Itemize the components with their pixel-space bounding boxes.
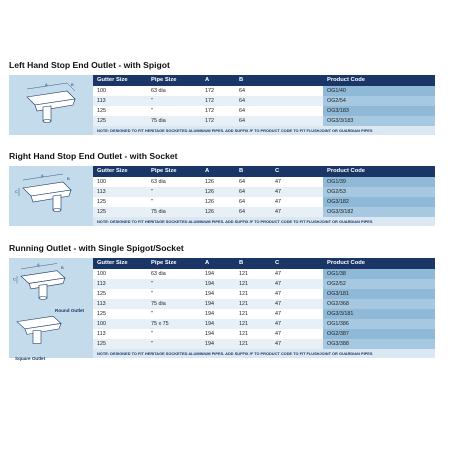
- product-block: [9, 166, 435, 226]
- right-hand-outlet-drawing: [9, 166, 93, 226]
- svg-text:C: C: [13, 277, 16, 282]
- cell-b: 121: [239, 311, 248, 317]
- cell-c: 47: [275, 311, 281, 317]
- cell-a: 194: [205, 301, 214, 307]
- cell-c: 47: [275, 199, 281, 205]
- col-product-code: Product Code: [327, 168, 366, 174]
- cell-b: 121: [239, 341, 248, 347]
- cell-gutter-size: 100: [97, 271, 106, 277]
- table-row: [93, 289, 435, 299]
- col-product-code: Product Code: [327, 77, 366, 83]
- cell-product-code: OG1/39: [323, 177, 435, 187]
- cell-b: 121: [239, 301, 248, 307]
- table-row: [93, 319, 435, 329]
- svg-text:B: B: [71, 82, 74, 87]
- cell-product-code: OG3/3/182: [323, 207, 435, 217]
- cell-pipe-size: ": [151, 108, 153, 114]
- cell-pipe-size: 63 dia: [151, 271, 166, 277]
- cell-a: 172: [205, 98, 214, 104]
- table-row: [93, 269, 435, 279]
- table-header: [93, 166, 435, 177]
- section-title: Running Outlet - with Single Spigot/Socket: [9, 243, 184, 253]
- cell-pipe-size: ": [151, 281, 153, 287]
- product-table: [93, 166, 435, 226]
- cell-b: 64: [239, 88, 245, 94]
- cell-gutter-size: 100: [97, 321, 106, 327]
- cell-c: 47: [275, 271, 281, 277]
- col-c: [271, 75, 323, 86]
- cell-gutter-size: 113: [97, 301, 106, 307]
- cell-pipe-size: ": [151, 331, 153, 337]
- cell-pipe-size: ": [151, 189, 153, 195]
- cell-product-code: OG3/388: [323, 339, 435, 349]
- section-title: Left Hand Stop End Outlet - with Spigot: [9, 60, 170, 70]
- cell-b: 121: [239, 321, 248, 327]
- cell-gutter-size: 125: [97, 118, 106, 124]
- col-a: A: [205, 77, 210, 83]
- product-table: [93, 75, 435, 135]
- square-outlet-label: Square Outlet: [15, 356, 46, 361]
- table-row: [93, 279, 435, 289]
- cell-product-code: OG2/54: [323, 96, 435, 106]
- cell-c: [271, 86, 323, 96]
- cell-product-code: OG3/181: [323, 289, 435, 299]
- table-row: [93, 187, 435, 197]
- outlet-diagram: [9, 166, 93, 226]
- table-row: [93, 96, 435, 106]
- cell-a: 126: [205, 189, 214, 195]
- outlet-diagram: [9, 258, 93, 361]
- col-gutter-size: Gutter Size: [97, 260, 128, 266]
- col-pipe-size: Pipe Size: [151, 168, 177, 174]
- table-row: [93, 339, 435, 349]
- svg-text:B: B: [67, 176, 70, 181]
- cell-gutter-size: 125: [97, 311, 106, 317]
- table-header: [93, 75, 435, 86]
- cell-b: 64: [239, 199, 245, 205]
- cell-gutter-size: 113: [97, 281, 106, 287]
- table-row: [93, 177, 435, 187]
- cell-c: [271, 106, 323, 116]
- col-c: C: [275, 260, 280, 266]
- outlet-diagram: [9, 75, 93, 135]
- cell-c: 47: [275, 209, 281, 215]
- svg-text:A: A: [45, 82, 48, 87]
- cell-a: 194: [205, 341, 214, 347]
- col-b: B: [239, 260, 244, 266]
- cell-product-code: OG2/52: [323, 279, 435, 289]
- table-body: [93, 269, 435, 349]
- cell-a: 194: [205, 321, 214, 327]
- cell-gutter-size: 125: [97, 341, 106, 347]
- cell-c: 47: [275, 331, 281, 337]
- table-note: NOTE: DESIGNED TO FIT HERITAGE SOCKETED ALUMINIUM PIPES. ADD SUFFIX /F TO PRODUCT CODE TO FIT FLUSHJOINT OR GUARDIAN PIPES: [93, 217, 435, 226]
- cell-b: 64: [239, 189, 245, 195]
- cell-product-code: OG2/368: [323, 299, 435, 309]
- col-pipe-size: Pipe Size: [151, 260, 177, 266]
- round-outlet-label: Round Outlet: [55, 308, 85, 313]
- table-row: [93, 299, 435, 309]
- svg-text:C: C: [15, 189, 18, 194]
- cell-c: 47: [275, 291, 281, 297]
- cell-a: 126: [205, 209, 214, 215]
- cell-pipe-size: ": [151, 291, 153, 297]
- section-title: Right Hand Stop End Outlet - with Socket: [9, 151, 178, 161]
- col-product-code: Product Code: [327, 260, 366, 266]
- cell-b: 121: [239, 271, 248, 277]
- cell-pipe-size: 63 dia: [151, 88, 166, 94]
- cell-a: 194: [205, 331, 214, 337]
- table-row: [93, 197, 435, 207]
- col-b: B: [239, 77, 244, 83]
- svg-text:B: B: [61, 266, 64, 270]
- cell-c: [271, 96, 323, 106]
- col-gutter-size: Gutter Size: [97, 168, 128, 174]
- cell-pipe-size: ": [151, 311, 153, 317]
- table-header: [93, 258, 435, 269]
- cell-pipe-size: 75 dia: [151, 118, 166, 124]
- cell-c: 47: [275, 301, 281, 307]
- cell-product-code: OG1/40: [323, 86, 435, 96]
- cell-a: 126: [205, 199, 214, 205]
- cell-b: 64: [239, 98, 245, 104]
- cell-gutter-size: 125: [97, 209, 106, 215]
- table-row: [93, 329, 435, 339]
- cell-product-code: OG3/3/181: [323, 309, 435, 319]
- cell-c: 47: [275, 341, 281, 347]
- cell-pipe-size: ": [151, 341, 153, 347]
- cell-c: [271, 116, 323, 126]
- cell-b: 64: [239, 118, 245, 124]
- col-b: B: [239, 168, 244, 174]
- cell-pipe-size: ": [151, 98, 153, 104]
- section-left-hand-stop-end-outlet: [9, 60, 435, 135]
- col-pipe-size: Pipe Size: [151, 77, 177, 83]
- cell-b: 64: [239, 179, 245, 185]
- svg-text:A: A: [41, 173, 44, 178]
- cell-pipe-size: ": [151, 199, 153, 205]
- section-right-hand-stop-end-outlet: [9, 151, 435, 226]
- product-block: [9, 258, 435, 361]
- product-table: [93, 258, 435, 358]
- table-row: [93, 116, 435, 126]
- cell-pipe-size: 75 dia: [151, 209, 166, 215]
- table-body: [93, 177, 435, 217]
- cell-gutter-size: 100: [97, 179, 106, 185]
- cell-c: 47: [275, 281, 281, 287]
- section-running-outlet: [9, 243, 435, 361]
- cell-b: 121: [239, 291, 248, 297]
- cell-a: 172: [205, 108, 214, 114]
- cell-b: 64: [239, 108, 245, 114]
- cell-product-code: OG3/183: [323, 106, 435, 116]
- col-c: C: [275, 168, 280, 174]
- cell-c: 47: [275, 179, 281, 185]
- table-note: NOTE: DESIGNED TO FIT HERITAGE SOCKETED ALUMINIUM PIPES. ADD SUFFIX /F TO PRODUCT CODE TO FIT FLUSHJOINT OR GUARDIAN PIPES: [93, 126, 435, 135]
- cell-pipe-size: 75 x 75: [151, 321, 169, 327]
- cell-a: 172: [205, 88, 214, 94]
- cell-gutter-size: 113: [97, 331, 106, 337]
- cell-product-code: OG1/38: [323, 269, 435, 279]
- cell-c: 47: [275, 321, 281, 327]
- cell-b: 121: [239, 281, 248, 287]
- col-a: A: [205, 260, 210, 266]
- cell-c: 47: [275, 189, 281, 195]
- table-body: [93, 86, 435, 126]
- cell-a: 126: [205, 179, 214, 185]
- table-note: NOTE: DESIGNED TO FIT HERITAGE SOCKETED ALUMINIUM PIPES. ADD SUFFIX /F TO PRODUCT CODE TO FIT FLUSHJOINT OR GUARDIAN PIPES: [93, 349, 435, 358]
- left-hand-outlet-drawing: [9, 75, 93, 135]
- table-row: [93, 86, 435, 96]
- cell-product-code: OG2/387: [323, 329, 435, 339]
- cell-a: 172: [205, 118, 214, 124]
- cell-gutter-size: 113: [97, 98, 106, 104]
- cell-b: 121: [239, 331, 248, 337]
- cell-a: 194: [205, 291, 214, 297]
- table-row: [93, 309, 435, 319]
- cell-gutter-size: 125: [97, 291, 106, 297]
- table-row: [93, 207, 435, 217]
- cell-b: 64: [239, 209, 245, 215]
- cell-a: 194: [205, 271, 214, 277]
- svg-text:A: A: [37, 263, 40, 268]
- cell-a: 194: [205, 311, 214, 317]
- cell-product-code: OG1/386: [323, 319, 435, 329]
- product-block: [9, 75, 435, 135]
- cell-pipe-size: 75 dia: [151, 301, 166, 307]
- cell-product-code: OG3/182: [323, 197, 435, 207]
- col-gutter-size: Gutter Size: [97, 77, 128, 83]
- cell-gutter-size: 100: [97, 88, 106, 94]
- table-row: [93, 106, 435, 116]
- cell-gutter-size: 125: [97, 199, 106, 205]
- cell-product-code: OG2/53: [323, 187, 435, 197]
- cell-a: 194: [205, 281, 214, 287]
- cell-gutter-size: 113: [97, 189, 106, 195]
- cell-product-code: OG3/3/183: [323, 116, 435, 126]
- cell-pipe-size: 63 dia: [151, 179, 166, 185]
- col-a: A: [205, 168, 210, 174]
- cell-gutter-size: 125: [97, 108, 106, 114]
